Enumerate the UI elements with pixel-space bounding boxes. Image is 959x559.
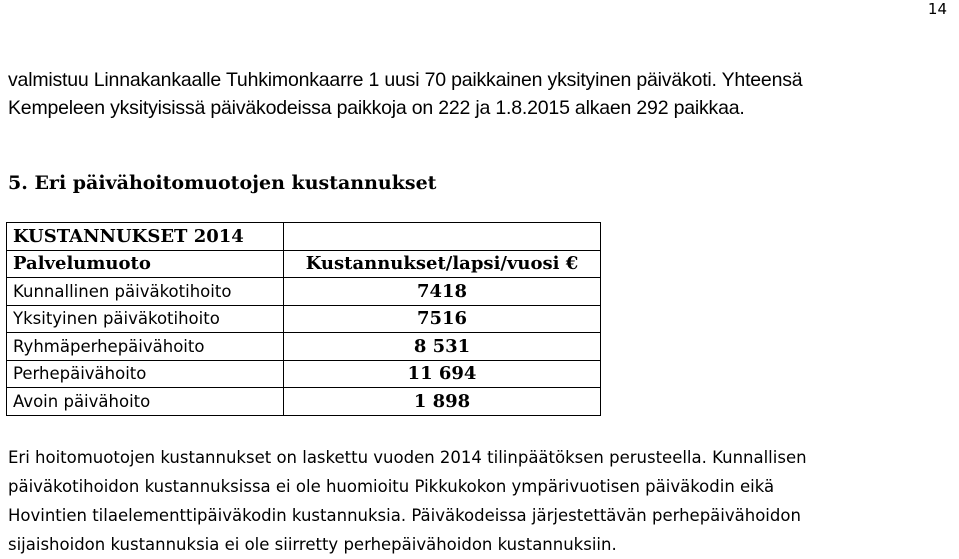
service-cell: Kunnallinen päiväkotihoito — [7, 278, 284, 306]
table-row — [7, 278, 601, 306]
header-cost: Kustannukset/lapsi/vuosi € — [284, 250, 601, 278]
cost-cell: 11 694 — [284, 360, 601, 388]
service-cell: Avoin päivähoito — [7, 388, 284, 416]
service-cell: Yksityinen päiväkotihoito — [7, 305, 284, 333]
cost-table — [6, 222, 601, 416]
notes-line: päiväkotihoidon kustannuksissa ei ole huomioitu Pikkukokon ympärivuotisen päiväkodin eikä — [8, 477, 775, 496]
intro-line: valmistuu Linnakankaalle Tuhkimonkaarre 1 uusi 70 paikkainen yksityinen päiväkoti. Yhteensä — [8, 69, 803, 91]
intro-paragraph — [8, 66, 953, 122]
table-title-row — [7, 223, 601, 251]
service-cell: Perhepäivähoito — [7, 360, 284, 388]
cost-cell: 7418 — [284, 278, 601, 306]
header-service: Palvelumuoto — [7, 250, 284, 278]
cost-cell: 8 531 — [284, 333, 601, 361]
cost-cell: 1 898 — [284, 388, 601, 416]
section-heading: 5. Eri päivähoitomuotojen kustannukset — [8, 172, 437, 194]
cost-cell: 7516 — [284, 305, 601, 333]
service-cell: Ryhmäperhepäivähoito — [7, 333, 284, 361]
notes-line: sijaishoidon kustannuksia ei ole siirretty perhepäivähoidon kustannuksiin. — [8, 535, 617, 554]
notes-line: Hovintien tilaelementtipäiväkodin kustannuksia. Päiväkodeissa järjestettävän perhepäivähoidon — [8, 506, 801, 525]
table-row — [7, 333, 601, 361]
table-row — [7, 360, 601, 388]
table-title: KUSTANNUKSET 2014 — [7, 223, 284, 251]
notes-line: Eri hoitomuotojen kustannukset on laskettu vuoden 2014 tilinpäätöksen perusteella. Kunnallisen — [8, 448, 807, 467]
table-header-row — [7, 250, 601, 278]
intro-line: Kempeleen yksityisissä päiväkodeissa paikkoja on 222 ja 1.8.2015 alkaen 292 paikkaa. — [8, 97, 745, 119]
notes-paragraph — [8, 443, 953, 559]
table-row — [7, 388, 601, 416]
page-number: 14 — [927, 0, 947, 18]
table-row — [7, 305, 601, 333]
table-title-empty-cell — [284, 223, 601, 251]
